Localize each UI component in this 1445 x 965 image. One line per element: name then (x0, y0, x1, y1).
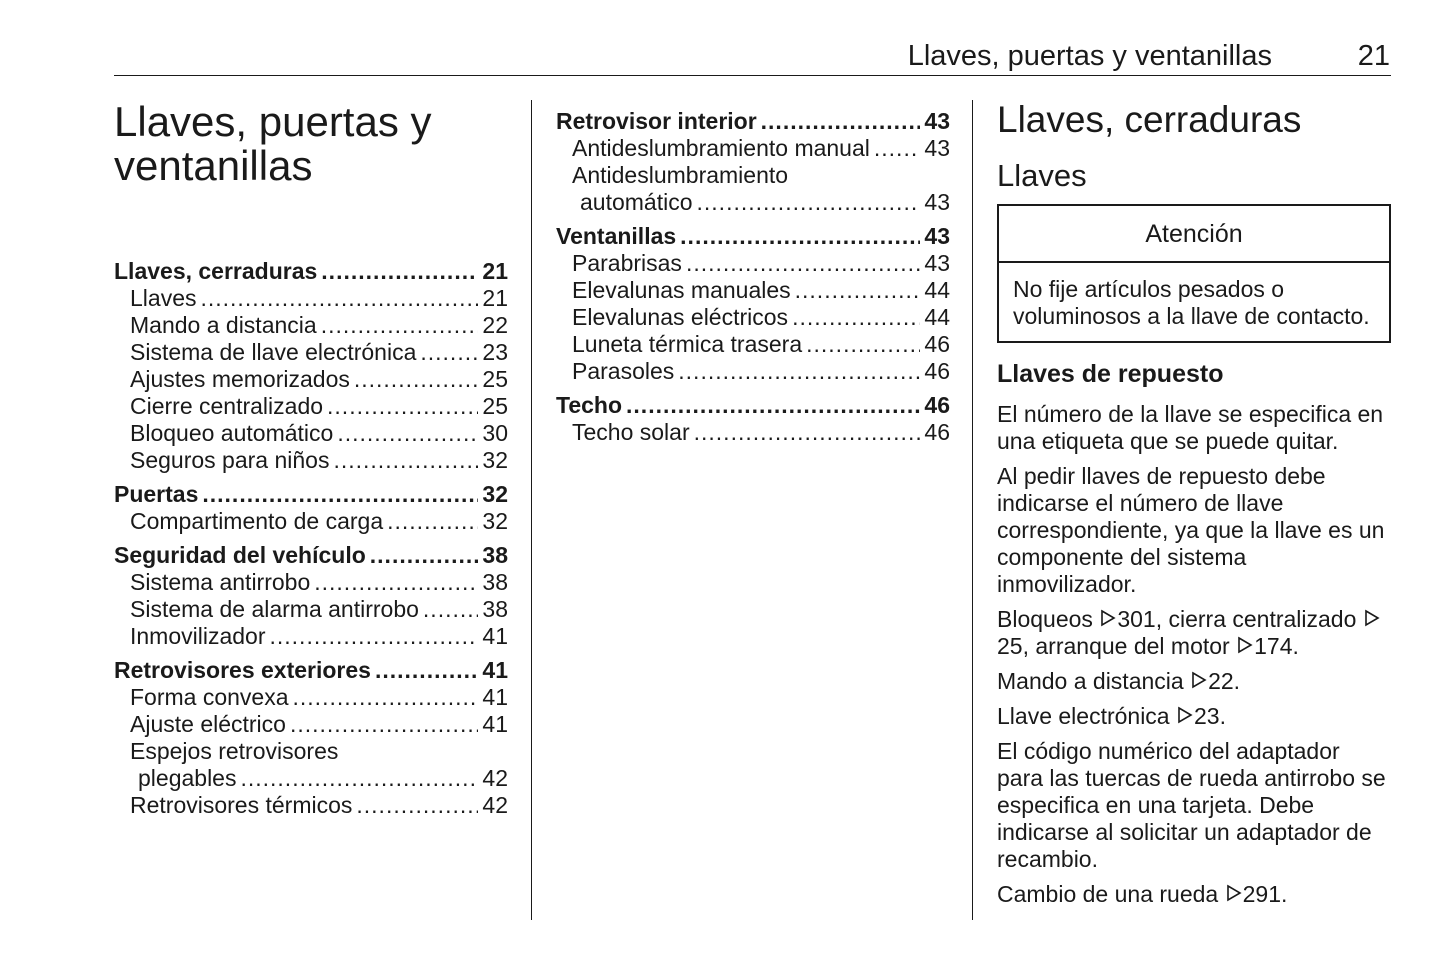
paragraph-ordering-keys: Al pedir llaves de repuesto debe indicarse el número de llave correspondiente, ya que la llave es un componente del sistema inmovilizador. (997, 463, 1385, 597)
toc-entry-label: Bloqueo automático (130, 420, 334, 446)
toc-main-entry[interactable] (114, 258, 508, 285)
toc-entry-label: Elevalunas manuales (572, 277, 791, 303)
toc-page-number: 43 (924, 189, 950, 215)
toc-page-number: 23 (482, 339, 508, 365)
ref-locks-label: Bloqueos (997, 606, 1093, 632)
ref-remote-label: Mando a distancia (997, 668, 1184, 694)
toc-page-number: 38 (482, 596, 508, 622)
toc-page-number: 32 (482, 481, 508, 507)
toc-page-number: 43 (924, 250, 950, 276)
toc-entry-label: Ajuste eléctrico (130, 711, 286, 737)
toc-page-number: 30 (482, 420, 508, 446)
toc-page-number: 41 (482, 684, 508, 710)
toc-page-number: 32 (482, 447, 508, 473)
reference-arrow-icon (1176, 703, 1194, 730)
cross-reference-remote (997, 668, 1391, 695)
toc-main-entry[interactable] (556, 108, 950, 135)
toc-page-number: 41 (482, 657, 508, 683)
toc-sub-entry-continued[interactable] (114, 765, 508, 792)
dot-leader (356, 792, 478, 819)
toc-entry-label: Retrovisores exteriores (114, 657, 371, 683)
toc-group (556, 108, 950, 216)
section-heading: Llaves, cerraduras (997, 99, 1302, 140)
dot-leader (200, 285, 478, 312)
toc-entry-label: Antideslumbramiento (572, 162, 789, 188)
ref-remote-page: 22 (1208, 668, 1234, 694)
dot-leader (387, 508, 478, 535)
subsection-heading: Llaves (997, 158, 1087, 193)
paragraph-key-number: El número de la llave se especifica en una etiqueta que se puede quitar. (997, 401, 1384, 454)
dot-leader (202, 481, 478, 508)
ref-central-page: 25 (997, 633, 1023, 659)
dot-leader (694, 419, 921, 446)
toc-entry-label: Seguridad del vehículo (114, 542, 366, 568)
dot-leader (290, 711, 478, 738)
toc-page-number: 21 (482, 258, 508, 284)
dot-leader (792, 304, 920, 331)
ref-end-punct: . (1219, 703, 1226, 729)
warning-text: No fije artículos pesados o voluminosos a la llave de contacto. (1013, 276, 1370, 329)
toc-entry-label: Parasoles (572, 358, 675, 384)
dot-leader (874, 135, 921, 162)
cross-reference-wheel-change (997, 881, 1391, 908)
toc-page-number: 25 (482, 366, 508, 392)
dot-leader (321, 258, 478, 285)
toc-entry-label: Cierre centralizado (130, 393, 324, 419)
toc-entry-label: Seguros para niños (130, 447, 330, 473)
toc-page-number: 41 (482, 711, 508, 737)
toc-entry-label: Espejos retrovisores (130, 738, 339, 764)
reference-arrow-icon (1190, 668, 1208, 695)
toc-sub-entry[interactable] (114, 792, 508, 819)
dot-leader (321, 312, 479, 339)
section-content (997, 100, 1391, 916)
toc-sub-entry[interactable] (114, 508, 508, 535)
toc-main-entry[interactable] (114, 481, 508, 508)
toc-page-number: 32 (482, 508, 508, 534)
dot-leader (761, 108, 921, 135)
reference-arrow-icon (1099, 606, 1117, 633)
toc-sub-entry[interactable] (114, 393, 508, 420)
toc-group (114, 258, 508, 474)
toc-entry-label: Forma convexa (130, 684, 289, 710)
toc-entry-label: plegables (138, 765, 237, 791)
toc-sub-entry[interactable] (114, 285, 508, 312)
toc-sub-entry[interactable] (114, 711, 508, 738)
dot-leader (337, 420, 478, 447)
toc-sub-entry[interactable] (556, 277, 950, 304)
ref-wheel-label: Cambio de una rueda (997, 881, 1219, 907)
dot-leader (375, 657, 478, 684)
toc-sub-entry[interactable] (114, 366, 508, 393)
toc-entry-label: Llaves, cerraduras (114, 258, 318, 284)
warning-title: Atención (999, 206, 1389, 263)
toc-page-number: 46 (924, 392, 950, 418)
toc-sub-entry[interactable] (556, 358, 950, 385)
warning-box (997, 204, 1391, 343)
cross-reference-electronic-key (997, 703, 1391, 730)
ref-electronic-label: Llave electrónica (997, 703, 1170, 729)
dot-leader (354, 366, 479, 393)
ref-end-punct: . (1280, 881, 1288, 907)
toc-column-1 (114, 258, 508, 826)
ref-engine-page: 174 (1254, 633, 1293, 659)
toc-group (114, 542, 508, 650)
toc-group (556, 392, 950, 446)
toc-entry-label: Sistema de llave electrónica (130, 339, 417, 365)
toc-group (114, 481, 508, 535)
toc-entry-label: Mando a distancia (130, 312, 317, 338)
column-divider-2 (972, 100, 973, 920)
toc-page-number: 38 (482, 569, 508, 595)
toc-entry-label: Elevalunas eléctricos (572, 304, 789, 330)
toc-page-number: 25 (482, 393, 508, 419)
toc-page-number: 43 (924, 135, 950, 161)
dot-leader (678, 358, 920, 385)
toc-page-number: 46 (924, 358, 950, 384)
toc-entry-label: Llaves (130, 285, 197, 311)
toc-sub-entry[interactable] (556, 135, 950, 162)
page-number: 21 (1357, 40, 1390, 72)
ref-end-punct: . (1233, 668, 1241, 694)
toc-page-number: 38 (482, 542, 508, 568)
column-divider-1 (531, 100, 532, 920)
toc-page-number: 44 (924, 304, 950, 330)
toc-group (556, 223, 950, 385)
spare-keys-heading: Llaves de repuesto (997, 360, 1224, 388)
toc-sub-entry[interactable] (556, 304, 950, 331)
ref-engine-label: , arranque del motor (1022, 633, 1230, 659)
dot-leader (680, 223, 920, 250)
toc-entry-label: Techo (556, 392, 623, 418)
toc-entry-label: Luneta térmica trasera (572, 331, 803, 357)
dot-leader (327, 393, 478, 420)
toc-sub-entry[interactable] (114, 596, 508, 623)
toc-sub-entry[interactable] (114, 738, 508, 765)
toc-entry-label: Techo solar (572, 419, 690, 445)
dot-leader (806, 331, 920, 358)
dot-leader (697, 189, 921, 216)
cross-references-locks (997, 606, 1391, 660)
toc-entry-label: Sistema de alarma antirrobo (130, 596, 419, 622)
toc-page-number: 41 (482, 623, 508, 649)
toc-sub-entry[interactable] (114, 312, 508, 339)
toc-sub-entry[interactable] (556, 331, 950, 358)
toc-entry-label: Compartimento de carga (130, 508, 384, 534)
toc-page-number: 44 (924, 277, 950, 303)
toc-main-entry[interactable] (556, 392, 950, 419)
ref-electronic-page: 23 (1194, 703, 1220, 729)
running-title: Llaves, puertas y ventanillas (907, 40, 1272, 72)
toc-entry-label: Ventanillas (556, 223, 677, 249)
toc-page-number: 46 (924, 331, 950, 357)
toc-entry-label: Ajustes memorizados (130, 366, 350, 392)
toc-sub-entry[interactable] (114, 447, 508, 474)
toc-sub-entry[interactable] (114, 339, 508, 366)
ref-wheel-page: 291 (1242, 881, 1281, 907)
toc-sub-entry[interactable] (556, 250, 950, 277)
reference-arrow-icon (1363, 606, 1381, 633)
dot-leader (423, 596, 478, 623)
toc-group (114, 657, 508, 819)
toc-entry-label: automático (580, 189, 693, 215)
dot-leader (686, 250, 920, 277)
toc-page-number: 42 (482, 792, 508, 818)
ref-locks-page: 301 (1117, 606, 1156, 632)
toc-main-entry[interactable] (114, 542, 508, 569)
toc-main-entry[interactable] (556, 223, 950, 250)
toc-page-number: 22 (482, 312, 508, 338)
toc-column-2 (556, 108, 950, 453)
dot-leader (293, 684, 479, 711)
chapter-title: Llaves, puertas y ventanillas (114, 98, 432, 189)
ref-end-punct: . (1292, 633, 1299, 659)
toc-page-number: 43 (924, 108, 950, 134)
reference-arrow-icon (1236, 633, 1254, 660)
header-rule (114, 75, 1391, 76)
toc-sub-entry-continued[interactable] (556, 189, 950, 216)
dot-leader (420, 339, 478, 366)
toc-sub-entry[interactable] (114, 623, 508, 650)
paragraph-wheel-adapter: El código numérico del adaptador para las tuercas de rueda antirrobo se especifica en una tarjeta. Debe indicarse al solicitar un adaptador de recambio. (997, 738, 1386, 872)
toc-page-number: 46 (924, 419, 950, 445)
dot-leader (370, 542, 479, 569)
toc-sub-entry[interactable] (114, 569, 508, 596)
toc-entry-label: Sistema antirrobo (130, 569, 311, 595)
toc-entry-label: Parabrisas (572, 250, 682, 276)
dot-leader (626, 392, 920, 419)
toc-page-number: 43 (924, 223, 950, 249)
toc-entry-label: Retrovisores térmicos (130, 792, 353, 818)
toc-entry-label: Antideslumbramiento manual (572, 135, 870, 161)
toc-sub-entry[interactable] (556, 162, 950, 189)
toc-page-number: 42 (482, 765, 508, 791)
dot-leader (795, 277, 921, 304)
toc-page-number: 21 (482, 285, 508, 311)
toc-entry-label: Inmovilizador (130, 623, 266, 649)
dot-leader (333, 447, 478, 474)
toc-entry-label: Puertas (114, 481, 199, 507)
ref-central-label: , cierra centralizado (1155, 606, 1357, 632)
dot-leader (314, 569, 478, 596)
reference-arrow-icon (1225, 881, 1243, 908)
dot-leader (240, 765, 478, 792)
toc-sub-entry[interactable] (114, 420, 508, 447)
toc-sub-entry[interactable] (114, 684, 508, 711)
toc-sub-entry[interactable] (556, 419, 950, 446)
dot-leader (270, 623, 479, 650)
toc-main-entry[interactable] (114, 657, 508, 684)
toc-entry-label: Retrovisor interior (556, 108, 757, 134)
